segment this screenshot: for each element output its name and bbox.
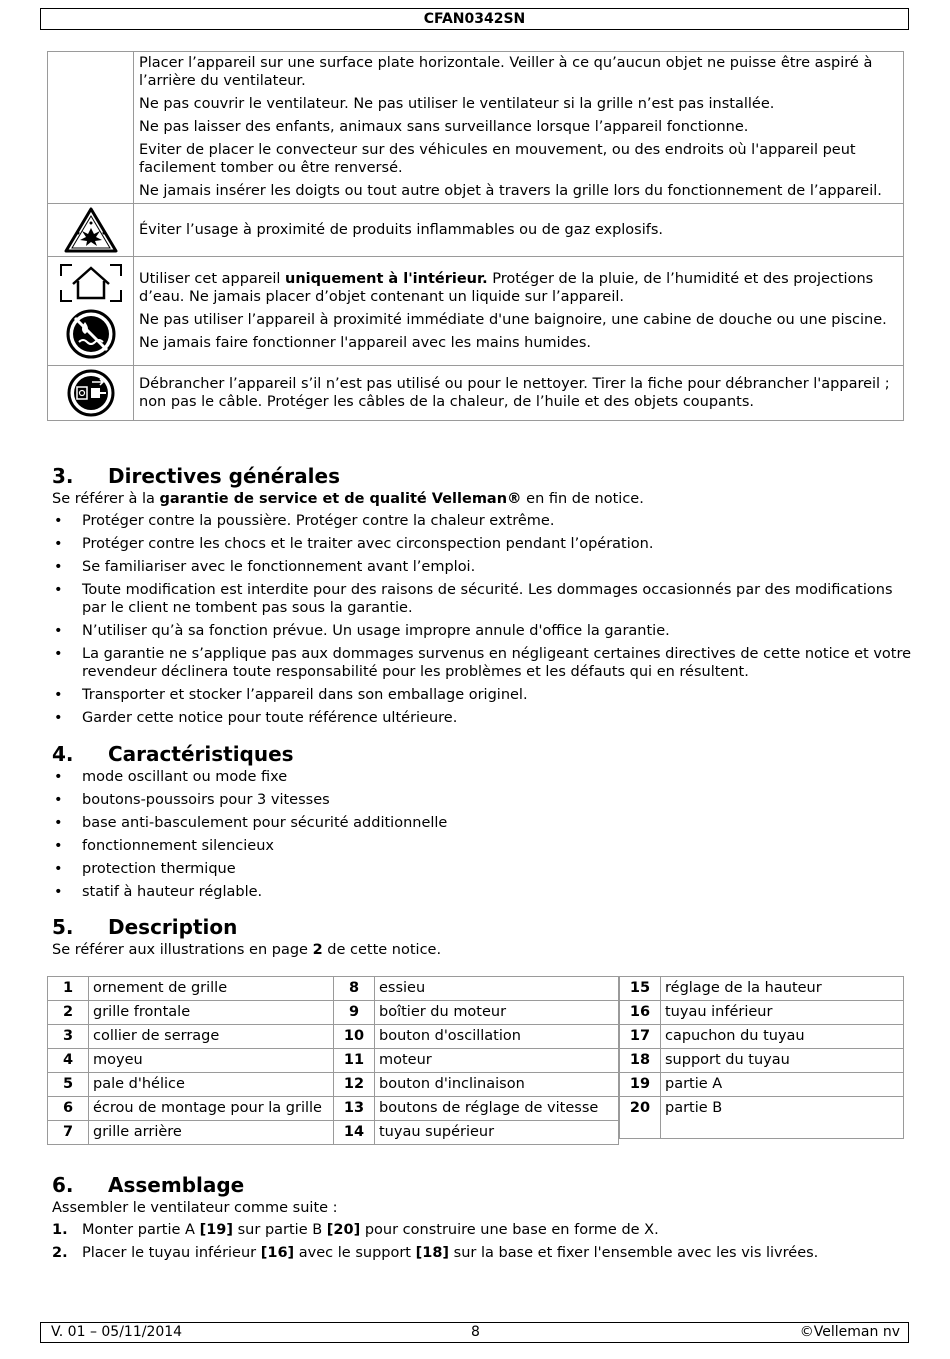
list-item: • N’utiliser qu’à sa fonction prévue. Un usage impropre annule d'office la garantie. [52,622,912,640]
table-row: 18 support du tuyau [620,1049,904,1073]
bullet-list [52,768,912,901]
safety-table [47,51,904,421]
section-heading: 6. Assemblage [52,1173,245,1197]
section-general-directives [52,462,912,732]
list-item: 1. Monter partie A [19] sur partie B [20] pour construire une base en forme de X. [52,1222,659,1238]
safety-row-indoor [48,257,904,366]
table-row: 19 partie A [620,1073,904,1097]
footer-copyright: ©Velleman nv [799,1324,900,1340]
section-heading: 4. Caractéristiques [52,742,294,766]
safety-text: Ne pas laisser des enfants, animaux sans surveillance lorsque l’appareil fonctionne. [139,119,749,135]
safety-text: Ne jamais faire fonctionner l'appareil avec les mains humides. [139,334,591,351]
safety-text-cell [134,257,904,366]
safety-text-cell [134,366,904,421]
section-heading: 5. Description [52,915,238,939]
explosion-warning-icon [48,206,133,254]
table-row: 5 pale d'hélice 12 bouton d'inclinaison [48,1073,619,1097]
list-item: • Se familiariser avec le fonctionnement avant l’emploi. [52,558,912,576]
step-list [52,1221,912,1262]
table-row: 6 écrou de montage pour la grille 13 boutons de réglage de vitesse [48,1097,619,1121]
safety-icon-cell [48,52,134,204]
safety-text: Ne pas utiliser l’appareil à proximité immédiate d'une baignoire, une cabine de douche ou une piscine. [139,311,887,328]
section-intro: Se référer aux illustrations en page 2 de cette notice. [52,942,442,958]
parts-table-col1 [47,976,619,1145]
section-assembly [52,1171,912,1267]
document-header [40,8,909,30]
safety-text-cell [134,52,904,204]
table-row: 4 moyeu 11 moteur [48,1049,619,1073]
safety-row-general [48,52,904,204]
table-row: 17 capuchon du tuyau [620,1025,904,1049]
table-row: 1 ornement de grille 8 essieu [48,977,619,1001]
indoor-use-icon [48,262,133,304]
safety-text: Utiliser cet appareil uniquement à l'intérieur. Protéger de la pluie, de l’humidité et des projections d’eau. Ne jamais placer d’objet contenant un liquide sur l’appareil. [139,270,874,305]
safety-text: Débrancher l’appareil s’il n’est pas utilisé ou pour le nettoyer. Tirer la fiche pour débrancher l'appareil ; non pas le câble. Protéger les câbles de la chaleur, de l’huile et des objets coupants. [139,375,890,410]
list-item: • La garantie ne s’applique pas aux dommages survenus en négligeant certaines directives de cette notice et votre revendeur déclinera toute responsabilité pour les problèmes et les défauts qui en résultent. [52,645,912,681]
list-item: • Protéger contre les chocs et le traiter avec circonspection pendant l’opération. [52,535,912,553]
parts-table-col3 [619,976,904,1139]
table-row: 20 partie B [620,1097,904,1139]
document-footer [40,1322,909,1343]
section-features [52,740,912,906]
page-number: 8 [471,1324,480,1340]
list-item: • Transporter et stocker l’appareil dans son emballage originel. [52,686,912,704]
safety-text: Eviter de placer le convecteur sur des véhicules en mouvement, ou des endroits où l'appareil peut facilement tomber ou être renversé. [139,142,856,176]
table-row: 15 réglage de la hauteur [620,977,904,1001]
bullet-list [52,512,912,727]
table-row: 3 collier de serrage 10 bouton d'oscillation [48,1025,619,1049]
list-item: • base anti-basculement pour sécurité additionnelle [52,814,912,832]
list-item: 2. Placer le tuyau inférieur [16] avec le support [18] sur la base et fixer l'ensemble avec les vis livrées. [52,1245,819,1261]
safety-row-unplug [48,366,904,421]
list-item: • fonctionnement silencieux [52,837,912,855]
safety-row-explosion [48,204,904,257]
safety-icon-cell [48,204,134,257]
list-item: • Toute modification est interdite pour des raisons de sécurité. Les dommages occasionnés par des modifications par le client ne tombent pas sous la garantie. [52,581,912,617]
list-item: • Garder cette notice pour toute référence ultérieure. [52,709,912,727]
safety-text: Éviter l’usage à proximité de produits inflammables ou de gaz explosifs. [139,221,664,238]
header-title: CFAN0342SN [423,11,526,27]
safety-text: Ne jamais insérer les doigts ou tout autre objet à travers la grille lors du fonctionnement de l’appareil. [139,183,882,199]
section-intro: Assembler le ventilateur comme suite : [52,1200,338,1216]
table-row: 16 tuyau inférieur [620,1001,904,1025]
list-item: • Protéger contre la poussière. Protéger contre la chaleur extrême. [52,512,912,530]
footer-version: V. 01 – 05/11/2014 [51,1324,183,1340]
table-row: 7 grille arrière 14 tuyau supérieur [48,1121,619,1145]
safety-icon-cell [48,257,134,366]
list-item: • protection thermique [52,860,912,878]
no-water-icon [48,308,133,360]
safety-text: Ne pas couvrir le ventilateur. Ne pas utiliser le ventilateur si la grille n’est pas installée. [139,96,775,112]
section-intro: Se référer à la garantie de service et de qualité Velleman® en fin de notice. [52,491,644,507]
unplug-icon [48,368,133,418]
table-row: 2 grille frontale 9 boîtier du moteur [48,1001,619,1025]
safety-text-cell [134,204,904,257]
list-item: • boutons-poussoirs pour 3 vitesses [52,791,912,809]
section-heading: 3. Directives générales [52,464,340,488]
list-item: • statif à hauteur réglable. [52,883,912,901]
list-item: • mode oscillant ou mode fixe [52,768,912,786]
safety-icon-cell [48,366,134,421]
section-description [52,913,912,963]
safety-text: Placer l’appareil sur une surface plate horizontale. Veiller à ce qu’aucun objet ne puisse être aspiré à l’arrière du ventilateur. [139,55,873,89]
